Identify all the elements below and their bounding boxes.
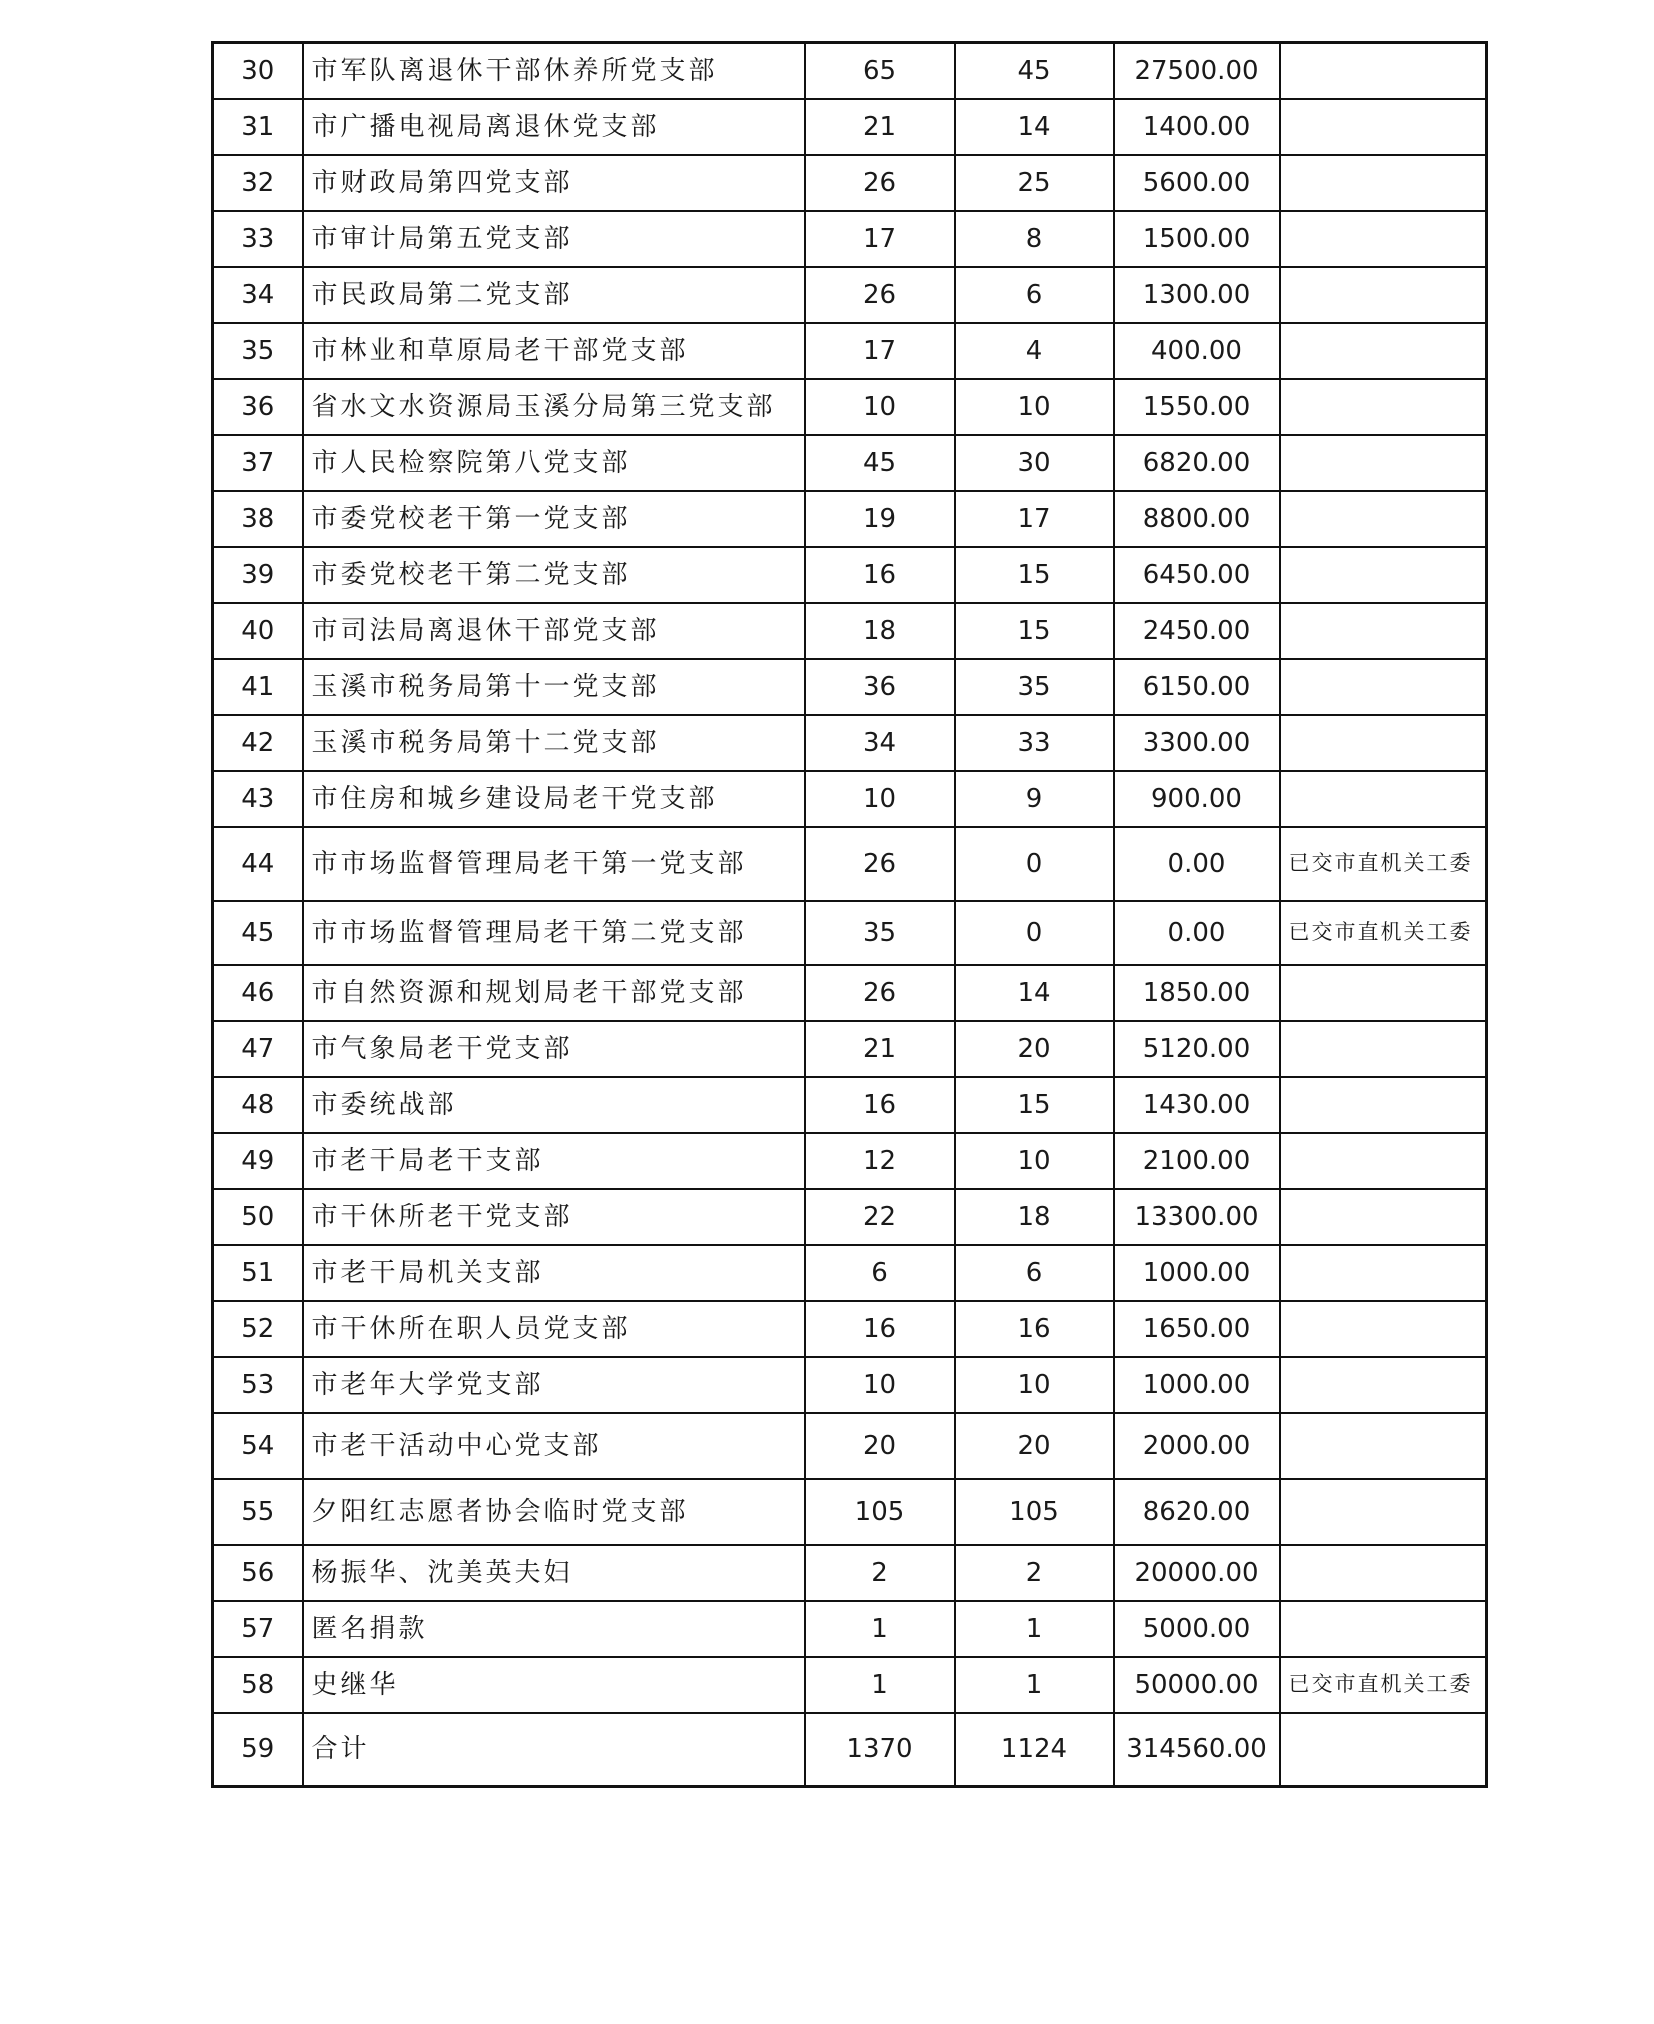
note-cell: 已交市直机关工委 (1280, 1657, 1487, 1713)
amount-cell: 1500.00 (1114, 211, 1280, 267)
branch-name-cell: 市气象局老干党支部 (303, 1021, 805, 1077)
branch-name-cell: 市自然资源和规划局老干部党支部 (303, 965, 805, 1021)
branch-name-cell: 市委党校老干第二党支部 (303, 547, 805, 603)
row-number-cell: 31 (213, 99, 303, 155)
amount-cell: 314560.00 (1114, 1713, 1280, 1787)
member-count-cell: 2 (805, 1545, 955, 1601)
table-row (213, 547, 1487, 603)
member-count-cell: 22 (805, 1189, 955, 1245)
member-count-cell: 21 (805, 99, 955, 155)
member-count-cell: 10 (805, 771, 955, 827)
branch-name-cell: 匿名捐款 (303, 1601, 805, 1657)
amount-cell: 1850.00 (1114, 965, 1280, 1021)
member-count-cell: 1370 (805, 1713, 955, 1787)
member-count-cell: 1 (805, 1657, 955, 1713)
donor-count-cell: 9 (955, 771, 1114, 827)
table-row (213, 43, 1487, 99)
table-row (213, 1413, 1487, 1479)
amount-cell: 6820.00 (1114, 435, 1280, 491)
amount-cell: 1400.00 (1114, 99, 1280, 155)
table-row (213, 771, 1487, 827)
branch-name-cell: 玉溪市税务局第十二党支部 (303, 715, 805, 771)
branch-name-cell: 市委统战部 (303, 1077, 805, 1133)
member-count-cell: 35 (805, 901, 955, 965)
member-count-cell: 6 (805, 1245, 955, 1301)
amount-cell: 2100.00 (1114, 1133, 1280, 1189)
branch-name-cell: 省水文水资源局玉溪分局第三党支部 (303, 379, 805, 435)
row-number-cell: 38 (213, 491, 303, 547)
member-count-cell: 10 (805, 379, 955, 435)
donor-count-cell: 6 (955, 1245, 1114, 1301)
table-row (213, 1601, 1487, 1657)
donor-count-cell: 0 (955, 901, 1114, 965)
member-count-cell: 26 (805, 965, 955, 1021)
note-cell (1280, 1413, 1487, 1479)
row-number-cell: 46 (213, 965, 303, 1021)
member-count-cell: 17 (805, 211, 955, 267)
table-row (213, 435, 1487, 491)
note-cell (1280, 1301, 1487, 1357)
amount-cell: 0.00 (1114, 901, 1280, 965)
note-cell (1280, 1601, 1487, 1657)
amount-cell: 50000.00 (1114, 1657, 1280, 1713)
note-cell (1280, 715, 1487, 771)
donor-count-cell: 17 (955, 491, 1114, 547)
amount-cell: 900.00 (1114, 771, 1280, 827)
note-cell (1280, 1245, 1487, 1301)
branch-name-cell: 市委党校老干第一党支部 (303, 491, 805, 547)
row-number-cell: 49 (213, 1133, 303, 1189)
branch-name-cell: 夕阳红志愿者协会临时党支部 (303, 1479, 805, 1545)
donor-count-cell: 1124 (955, 1713, 1114, 1787)
donor-count-cell: 4 (955, 323, 1114, 379)
note-cell (1280, 771, 1487, 827)
donor-count-cell: 14 (955, 99, 1114, 155)
amount-cell: 5600.00 (1114, 155, 1280, 211)
branch-name-cell: 市审计局第五党支部 (303, 211, 805, 267)
row-number-cell: 37 (213, 435, 303, 491)
branch-name-cell: 史继华 (303, 1657, 805, 1713)
note-cell (1280, 1713, 1487, 1787)
note-cell (1280, 379, 1487, 435)
row-number-cell: 53 (213, 1357, 303, 1413)
row-number-cell: 33 (213, 211, 303, 267)
branch-name-cell: 市军队离退休干部休养所党支部 (303, 43, 805, 99)
note-cell (1280, 1545, 1487, 1601)
branch-name-cell: 市老年大学党支部 (303, 1357, 805, 1413)
row-number-cell: 34 (213, 267, 303, 323)
row-number-cell: 48 (213, 1077, 303, 1133)
member-count-cell: 26 (805, 267, 955, 323)
table-row (213, 1545, 1487, 1601)
branch-name-cell: 市市场监督管理局老干第二党支部 (303, 901, 805, 965)
table-row (213, 827, 1487, 901)
donor-count-cell: 20 (955, 1021, 1114, 1077)
note-cell (1280, 99, 1487, 155)
branch-name-cell: 合计 (303, 1713, 805, 1787)
amount-cell: 1300.00 (1114, 267, 1280, 323)
row-number-cell: 40 (213, 603, 303, 659)
branch-name-cell: 市住房和城乡建设局老干党支部 (303, 771, 805, 827)
note-cell: 已交市直机关工委 (1280, 827, 1487, 901)
table-row (213, 1301, 1487, 1357)
donor-count-cell: 10 (955, 1357, 1114, 1413)
note-cell (1280, 1189, 1487, 1245)
row-number-cell: 51 (213, 1245, 303, 1301)
donor-count-cell: 105 (955, 1479, 1114, 1545)
branch-name-cell: 市市场监督管理局老干第一党支部 (303, 827, 805, 901)
table-row (213, 99, 1487, 155)
row-number-cell: 56 (213, 1545, 303, 1601)
note-cell (1280, 603, 1487, 659)
donor-count-cell: 10 (955, 1133, 1114, 1189)
note-cell (1280, 267, 1487, 323)
note-cell (1280, 1479, 1487, 1545)
amount-cell: 8800.00 (1114, 491, 1280, 547)
amount-cell: 1000.00 (1114, 1245, 1280, 1301)
note-cell (1280, 155, 1487, 211)
table-row (213, 155, 1487, 211)
branch-name-cell: 玉溪市税务局第十一党支部 (303, 659, 805, 715)
member-count-cell: 16 (805, 547, 955, 603)
donor-count-cell: 15 (955, 547, 1114, 603)
donation-table (211, 41, 1488, 1788)
amount-cell: 1550.00 (1114, 379, 1280, 435)
row-number-cell: 39 (213, 547, 303, 603)
row-number-cell: 32 (213, 155, 303, 211)
amount-cell: 1430.00 (1114, 1077, 1280, 1133)
row-number-cell: 58 (213, 1657, 303, 1713)
table-row (213, 267, 1487, 323)
donor-count-cell: 15 (955, 1077, 1114, 1133)
row-number-cell: 52 (213, 1301, 303, 1357)
amount-cell: 0.00 (1114, 827, 1280, 901)
table-row (213, 211, 1487, 267)
row-number-cell: 45 (213, 901, 303, 965)
member-count-cell: 105 (805, 1479, 955, 1545)
table-row (213, 1713, 1487, 1787)
branch-name-cell: 市司法局离退休干部党支部 (303, 603, 805, 659)
amount-cell: 400.00 (1114, 323, 1280, 379)
note-cell (1280, 211, 1487, 267)
table-row (213, 1077, 1487, 1133)
row-number-cell: 57 (213, 1601, 303, 1657)
donor-count-cell: 10 (955, 379, 1114, 435)
donor-count-cell: 8 (955, 211, 1114, 267)
row-number-cell: 43 (213, 771, 303, 827)
member-count-cell: 26 (805, 827, 955, 901)
branch-name-cell: 市干休所在职人员党支部 (303, 1301, 805, 1357)
table-row (213, 659, 1487, 715)
amount-cell: 8620.00 (1114, 1479, 1280, 1545)
amount-cell: 27500.00 (1114, 43, 1280, 99)
table-row (213, 603, 1487, 659)
amount-cell: 5120.00 (1114, 1021, 1280, 1077)
branch-name-cell: 市干休所老干党支部 (303, 1189, 805, 1245)
donor-count-cell: 45 (955, 43, 1114, 99)
table-row (213, 1245, 1487, 1301)
row-number-cell: 47 (213, 1021, 303, 1077)
donor-count-cell: 6 (955, 267, 1114, 323)
branch-name-cell: 市林业和草原局老干部党支部 (303, 323, 805, 379)
branch-name-cell: 市老干局老干支部 (303, 1133, 805, 1189)
member-count-cell: 21 (805, 1021, 955, 1077)
member-count-cell: 45 (805, 435, 955, 491)
donor-count-cell: 18 (955, 1189, 1114, 1245)
branch-name-cell: 市民政局第二党支部 (303, 267, 805, 323)
donor-count-cell: 15 (955, 603, 1114, 659)
amount-cell: 2450.00 (1114, 603, 1280, 659)
table-row (213, 379, 1487, 435)
amount-cell: 1650.00 (1114, 1301, 1280, 1357)
row-number-cell: 50 (213, 1189, 303, 1245)
branch-name-cell: 杨振华、沈美英夫妇 (303, 1545, 805, 1601)
donor-count-cell: 30 (955, 435, 1114, 491)
branch-name-cell: 市广播电视局离退休党支部 (303, 99, 805, 155)
table-row (213, 491, 1487, 547)
member-count-cell: 26 (805, 155, 955, 211)
row-number-cell: 41 (213, 659, 303, 715)
member-count-cell: 20 (805, 1413, 955, 1479)
note-cell (1280, 1133, 1487, 1189)
table-row (213, 1357, 1487, 1413)
table-row (213, 323, 1487, 379)
note-cell (1280, 43, 1487, 99)
row-number-cell: 42 (213, 715, 303, 771)
note-cell (1280, 323, 1487, 379)
note-cell (1280, 965, 1487, 1021)
table-row (213, 1189, 1487, 1245)
member-count-cell: 36 (805, 659, 955, 715)
note-cell (1280, 1021, 1487, 1077)
row-number-cell: 44 (213, 827, 303, 901)
row-number-cell: 54 (213, 1413, 303, 1479)
donor-count-cell: 14 (955, 965, 1114, 1021)
amount-cell: 5000.00 (1114, 1601, 1280, 1657)
table-row (213, 1133, 1487, 1189)
table-row (213, 965, 1487, 1021)
donor-count-cell: 1 (955, 1657, 1114, 1713)
amount-cell: 3300.00 (1114, 715, 1280, 771)
member-count-cell: 18 (805, 603, 955, 659)
table-body (213, 43, 1487, 1787)
note-cell (1280, 435, 1487, 491)
note-cell (1280, 659, 1487, 715)
row-number-cell: 35 (213, 323, 303, 379)
donor-count-cell: 1 (955, 1601, 1114, 1657)
amount-cell: 2000.00 (1114, 1413, 1280, 1479)
table-row (213, 1021, 1487, 1077)
member-count-cell: 16 (805, 1301, 955, 1357)
table-row (213, 901, 1487, 965)
branch-name-cell: 市老干局机关支部 (303, 1245, 805, 1301)
amount-cell: 1000.00 (1114, 1357, 1280, 1413)
donor-count-cell: 25 (955, 155, 1114, 211)
member-count-cell: 10 (805, 1357, 955, 1413)
member-count-cell: 19 (805, 491, 955, 547)
member-count-cell: 34 (805, 715, 955, 771)
row-number-cell: 55 (213, 1479, 303, 1545)
amount-cell: 6450.00 (1114, 547, 1280, 603)
note-cell: 已交市直机关工委 (1280, 901, 1487, 965)
donor-count-cell: 35 (955, 659, 1114, 715)
amount-cell: 20000.00 (1114, 1545, 1280, 1601)
donor-count-cell: 33 (955, 715, 1114, 771)
amount-cell: 13300.00 (1114, 1189, 1280, 1245)
note-cell (1280, 491, 1487, 547)
donor-count-cell: 0 (955, 827, 1114, 901)
member-count-cell: 16 (805, 1077, 955, 1133)
member-count-cell: 17 (805, 323, 955, 379)
table-row (213, 1657, 1487, 1713)
member-count-cell: 12 (805, 1133, 955, 1189)
row-number-cell: 30 (213, 43, 303, 99)
table-row (213, 1479, 1487, 1545)
row-number-cell: 59 (213, 1713, 303, 1787)
row-number-cell: 36 (213, 379, 303, 435)
donor-count-cell: 16 (955, 1301, 1114, 1357)
note-cell (1280, 547, 1487, 603)
note-cell (1280, 1077, 1487, 1133)
table-row (213, 715, 1487, 771)
branch-name-cell: 市人民检察院第八党支部 (303, 435, 805, 491)
branch-name-cell: 市老干活动中心党支部 (303, 1413, 805, 1479)
note-cell (1280, 1357, 1487, 1413)
donor-count-cell: 2 (955, 1545, 1114, 1601)
member-count-cell: 1 (805, 1601, 955, 1657)
donor-count-cell: 20 (955, 1413, 1114, 1479)
member-count-cell: 65 (805, 43, 955, 99)
amount-cell: 6150.00 (1114, 659, 1280, 715)
branch-name-cell: 市财政局第四党支部 (303, 155, 805, 211)
